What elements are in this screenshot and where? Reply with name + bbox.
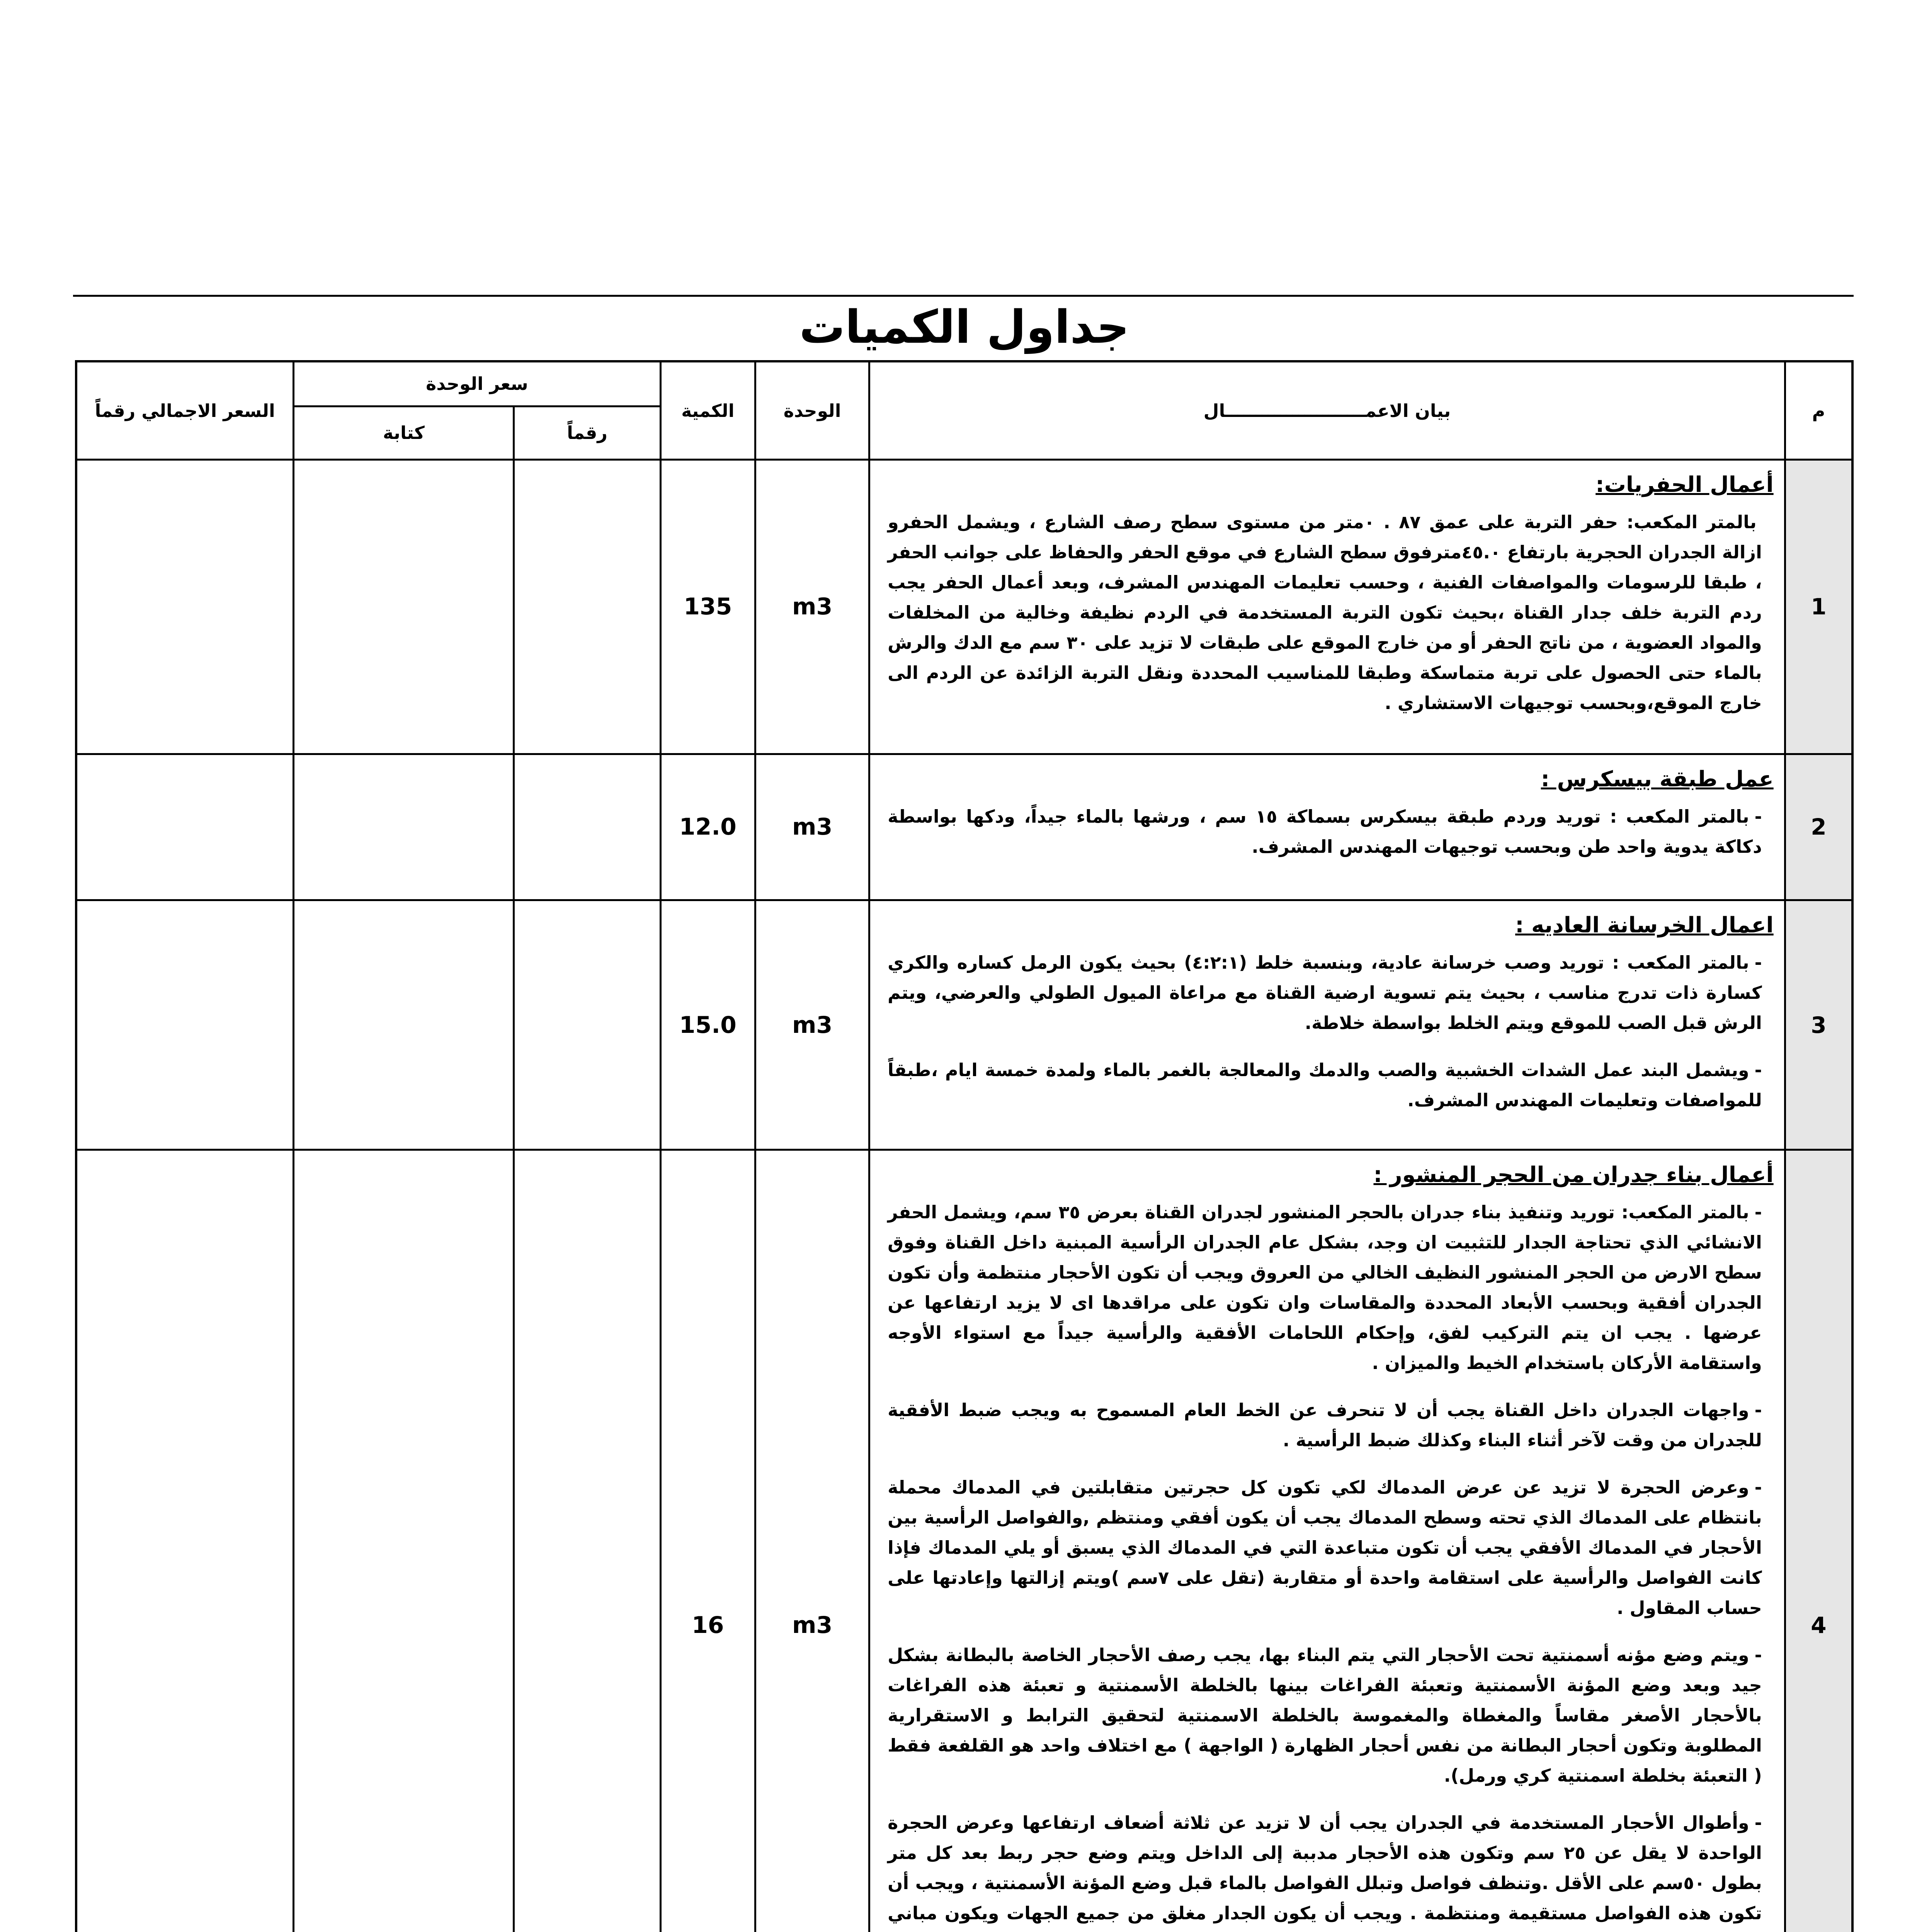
row-4-quantity: 16 (662, 1151, 755, 1932)
row-1-title: أعمال الحفريات: (1596, 472, 1774, 498)
row-4-unit-price-words-cell (294, 1151, 513, 1932)
paragraph-text: واجهات الجدران داخل القناة يجب أن لا تنحرف عن الخط العام المسموح به ويجب ضبط الأفقية للجدران من وقت لآخر أثناء البناء وكذلك ضبط الرأسية . (888, 1400, 1762, 1451)
header-description: بيان الاعمـــــــــــــــــــــــال (870, 362, 1784, 459)
bullet: - (1754, 806, 1762, 827)
row-3-unit-price-number-cell (515, 901, 659, 1149)
paragraph-text: وعرض الحجرة لا تزيد عن عرض المدماك لكي تكون كل حجرتين متقابلتين في المدماك محملة بانتظام على المدماك الذي تحته وسطح المدماك يجب أن يكون أفقي ومنتظم ,والفواصل الرأسية بين الأحجار في المدماك الأفقي يجب أن تكون متباعدة التي في المدماك الذي يسبق أو يلي المدماك فإذا كانت الفواصل والرأسية على استقامة واحدة أو متقاربة (تقل على ٧سم )ويتم إزالتها وإعادتها على حساب المقاول . (888, 1477, 1762, 1618)
header-unit-price-words: كتابة (294, 407, 513, 459)
header-quantity: الكمية (662, 362, 755, 459)
bullet: - (1754, 1812, 1762, 1833)
row-2-index: 2 (1786, 755, 1851, 900)
bullet: - (1754, 1400, 1762, 1420)
row-3-quantity: 15.0 (662, 901, 755, 1149)
row-4-index: 4 (1786, 1151, 1851, 1932)
header-total-price-number: السعر الاجمالي رقماً (77, 362, 293, 459)
document-title: جداول الكميات (799, 300, 1129, 354)
bullet: - (1754, 1202, 1762, 1223)
row-4-description (870, 1151, 1784, 1932)
row-2-total-price-cell (77, 755, 293, 900)
row-3-paragraph (888, 947, 1762, 1038)
row-2-unit: m3 (756, 755, 868, 900)
row-1-paragraph (888, 507, 1762, 718)
row-2-paragraph (888, 801, 1762, 862)
header-unit: الوحدة (756, 362, 868, 459)
header-unit-price: سعر الوحدة (294, 362, 659, 405)
paragraph-text: بالمتر المكعب : توريد وردم طبقة بيسكرس بسماكة ١٥ سم ، ورشها بالماء جيداً، ودكها بواسطة دكاكة يدوية واحد طن وبحسب توجيهات المهندس المشرف. (888, 806, 1762, 857)
row-4-paragraph (888, 1197, 1762, 1378)
row-1-unit-price-number-cell (515, 461, 659, 753)
row-4-unit-price-number-cell (515, 1151, 659, 1932)
paragraph-text: وأطوال الأحجار المستخدمة في الجدران يجب أن لا تزيد عن ثلاثة أضعاف ارتفاعها وعرض الحجرة الواحدة لا يقل عن ٢٥ سم وتكون هذه الأحجار مدببة إلى الداخل ويتم وضع حجر ربط بعد كل متر بطول ٥٠سم على الأقل .وتنظف فواصل وتبلل الفواصل بالماء قبل وضع المؤنة الأسمنتية ، ويجب أن تكون هذه الفواصل مستقيمة ومنتظمة . ويجب أن يكون الجدار مغلق من جميع الجهات ويكون مباني (888, 1812, 1762, 1923)
row-4-paragraph (888, 1640, 1762, 1791)
row-2-title: عمل طبقة بيسكرس : (1541, 766, 1774, 792)
header-index: م (1786, 362, 1851, 459)
row-1-description (870, 461, 1784, 753)
header-unit-price-number: رقماً (515, 407, 659, 459)
row-4-paragraph (888, 1395, 1762, 1455)
paragraph-text: بالمتر المكعب : توريد وصب خرسانة عادية، وبنسبة خلط (٤:٢:١) بحيث يكون الرمل كساره والكري كسارة ذات تدرج مناسب ، بحيث يتم تسوية ارضية القناة مع مراعاة الميول الطولي والعرضي، ويتم الرش قبل الصب للموقع ويتم الخلط بواسطة خلاطة. (888, 952, 1762, 1034)
row-1-quantity: 135 (662, 461, 755, 753)
paragraph-text: بالمتر المكعب: حفر التربة على عمق ٨٧ . ٠متر من مستوى سطح رصف الشارع ، ويشمل الحفرو ازالة الجدران الحجرية بارتفاع ٤٥.٠مترفوق سطح الشارع في موقع الحفر والحفاظ على جوانب الحفر ، طبقا للرسومات والمواصفات الفنية ، وحسب تعليمات المهندس المشرف، وبعد أعمال الحفر يجب ردم التربة خلف جدار القناة ،بحيث تكون التربة المستخدمة في الردم نظيفة وخالية من المخلفات والمواد العضوية ، من ناتج الحفر أو من خارج الموقع على طبقات لا تزيد على ٣٠ سم مع الدك والرش بالماء حتى الحصول على تربة متماسكة وطبقا للمناسيب المحددة ونقل التربة الزائدة عن الردم الى خارج الموقع،وبحسب توجيهات الاستشاري . (888, 512, 1762, 714)
bullet: - (1754, 1645, 1762, 1665)
row-3-total-price-cell (77, 901, 293, 1149)
row-3-unit-price-words-cell (294, 901, 513, 1149)
row-3-index: 3 (1786, 901, 1851, 1149)
row-4-title: أعمال بناء جدران من الحجر المنشور : (1373, 1162, 1774, 1187)
paragraph-text: ويتم وضع مؤنه أسمنتية تحت الأحجار التي يتم البناء بها، يجب رصف الأحجار الخاصة بالبطانة بشكل جيد وبعد وضع المؤنة الأسمنتية وتعبئة الفراغات بينها بالخلطة الأسمنتية و تعبئة هذه الفراغات بالأحجار الأصغر مقاساً والمغطاة والمغموسة بالخلطة الاسمنتية لتحقيق الترابط و الاستقرارية المطلوبة وتكون أحجار البطانة من نفس أحجار الظهارة ( الواجهة ) مع اختلاف واحد هو القلفعة فقط ( التعبئة بخلطة اسمنتية كري ورمل). (888, 1645, 1762, 1786)
bullet: - (1754, 1477, 1762, 1498)
row-3-description (870, 901, 1784, 1149)
row-4-paragraph (888, 1808, 1762, 1932)
row-2-quantity: 12.0 (662, 755, 755, 900)
bullet: - (1754, 952, 1762, 973)
row-4-unit: m3 (756, 1151, 868, 1932)
row-3-unit: m3 (756, 901, 868, 1149)
row-1-index: 1 (1786, 461, 1851, 753)
paragraph-text: بالمتر المكعب: توريد وتنفيذ بناء جدران بالحجر المنشور لجدران القناة بعرض ٣٥ سم، ويشمل الحفر الانشائي الذي تحتاجة الجدار للتثبيت ان وجد، بشكل عام الجدران الرأسية المبنية داخل القناة وفوق سطح الارض من الحجر المنشور النظيف الخالي من العروق ويجب أن تكون الأحجار منتظمة وأن تكون الجدران أفقية وبحسب الأبعاد المحددة والمقاسات وان تكون على مراقدها اى لا يزيد ارتفاعها عن عرضها . يجب ان يتم التركيب لفق، وإحكام اللحامات الأفقية والرأسية جيداً مع استواء الأوجه واستقامة الأركان باستخدام الخيط والميزان . (888, 1202, 1762, 1373)
bullet: - (1754, 1060, 1762, 1081)
row-3-title: اعمال الخرسانة العاديه : (1515, 913, 1774, 938)
top-rule (73, 295, 1854, 297)
paragraph-text: ويشمل البند عمل الشدات الخشبية والصب والدمك والمعالجة بالغمر بالماء ولمدة خمسة ايام ،طبقاً للمواصفات وتعليمات المهندس المشرف. (888, 1060, 1762, 1111)
bill-of-quantities-table (75, 360, 1854, 1932)
row-4-total-price-cell (77, 1151, 293, 1932)
row-2-unit-price-number-cell (515, 755, 659, 900)
row-1-unit-price-words-cell (294, 461, 513, 753)
row-1-unit: m3 (756, 461, 868, 753)
row-3-paragraph (888, 1055, 1762, 1115)
row-2-unit-price-words-cell (294, 755, 513, 900)
row-1-total-price-cell (77, 461, 293, 753)
row-2-description (870, 755, 1784, 900)
row-4-paragraph (888, 1472, 1762, 1623)
